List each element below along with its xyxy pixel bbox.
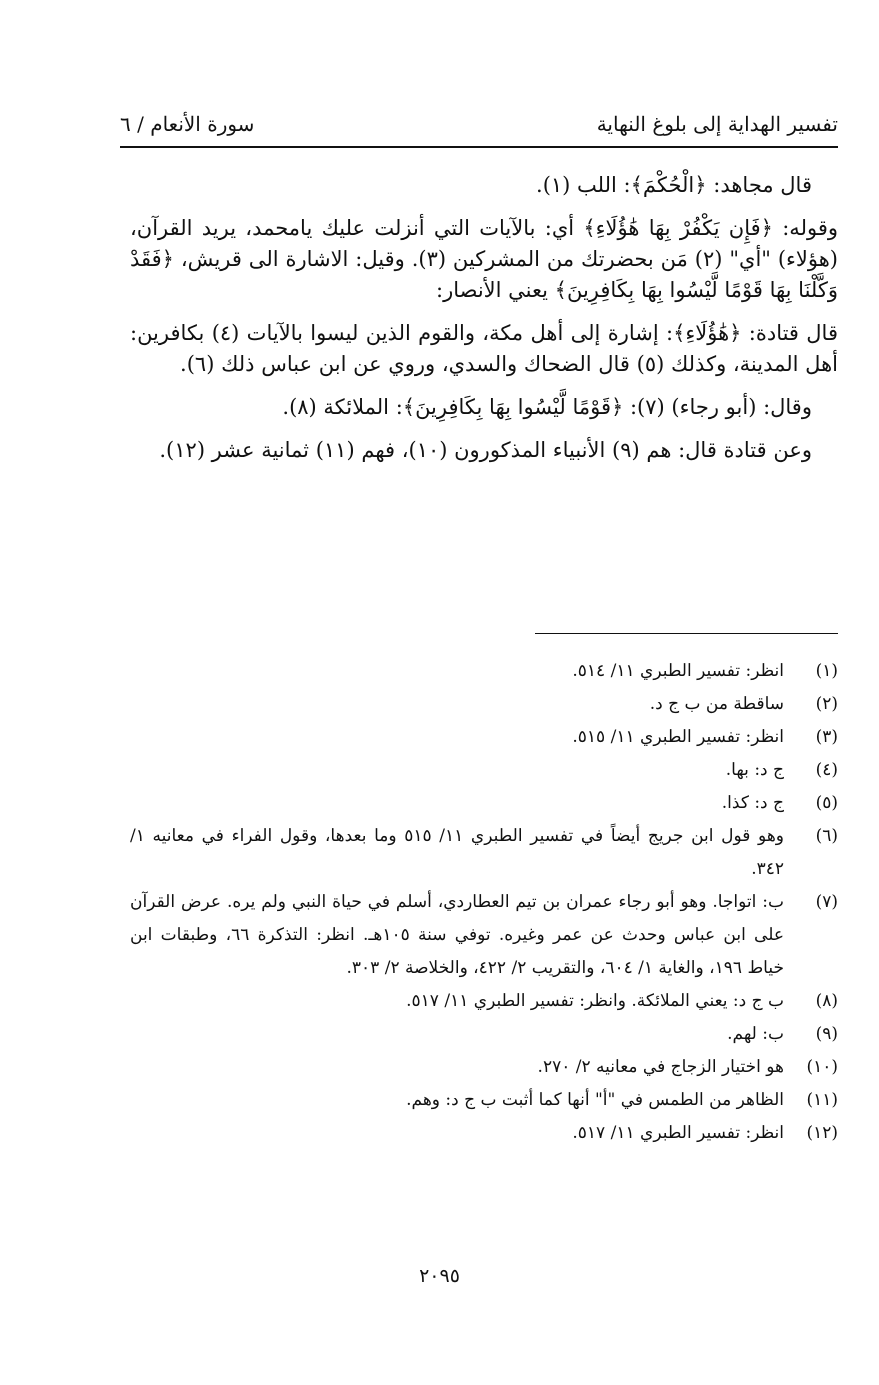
footnote-number: (٦): [815, 826, 838, 846]
footnote: [130, 1018, 838, 1051]
footnote-text: ساقطة من ب ج د.: [649, 694, 784, 714]
footnote-text: هو اختيار الزجاج في معانيه ٢/ ٢٧٠.: [537, 1057, 784, 1077]
footnote-text: انظر: تفسير الطبري ١١/ ٥١٥.: [572, 727, 784, 747]
paragraph: قال قتادة: ﴿هَٰؤُلَاءِ﴾: إشارة إلى أهل مكة، والقوم الذين ليسوا بالآيات (٤) بكافرين: أهل المدينة، وكذلك (٥) قال الضحاك والسدي، وروي عن ابن عباس ذلك (٦).: [130, 321, 838, 376]
main-text: [130, 170, 838, 478]
surah-title: سورة الأنعام / ٦: [120, 112, 255, 136]
footnote-number: (٩): [815, 1024, 838, 1044]
footnote: [130, 886, 838, 985]
footnote: [130, 1051, 838, 1084]
footnote-number: (١): [815, 661, 838, 681]
footnote-number: (٧): [815, 892, 838, 912]
footnote: [130, 1084, 838, 1117]
paragraph: وعن قتادة قال: هم (٩) الأنبياء المذكورون (١٠)، فهم (١١) ثمانية عشر (١٢).: [159, 438, 812, 462]
footnote-number: (٢): [815, 694, 838, 714]
book-title: تفسير الهداية إلى بلوغ النهاية: [596, 112, 838, 136]
footnote: [130, 985, 838, 1018]
footnote-text: ج د: بها.: [725, 760, 784, 780]
footnote-number: (١٢): [806, 1123, 838, 1143]
page-number: ٢٠٩٥: [419, 1265, 460, 1287]
footnote-number: (٤): [815, 760, 838, 780]
footnote-text: انظر: تفسير الطبري ١١/ ٥١٤.: [572, 661, 784, 681]
footnotes: [130, 655, 838, 1150]
footnote-text: ب: لهم.: [727, 1024, 784, 1044]
footnote-text: ب: اتواجا. وهو أبو رجاء عمران بن تيم العطاردي، أسلم في حياة النبي ولم يره. عرض القرآن على ابن عباس وحدث عن عمر وغيره. توفي سنة ١٠٥هـ. انظر: التذكرة ٦٦، وطبقات ابن خياط ١٩٦، والغاية ١/ ٦٠٤، والتقريب ٢/ ٤٢٢، والخلاصة ٢/ ٣٠٣.: [130, 892, 784, 978]
footnote-text: الظاهر من الطمس في "أ" أنها كما أثبت ب ج د: وهم.: [406, 1090, 784, 1110]
footnote-text: ج د: كذا.: [721, 793, 784, 813]
footnote-separator: [535, 633, 838, 634]
paragraph: قال مجاهد: ﴿الْحُكْمَ﴾: اللب (١).: [536, 173, 812, 197]
footnote: [130, 820, 838, 886]
footnote: [130, 1117, 838, 1150]
footnote: [130, 655, 838, 688]
paragraph: وقال: (أبو رجاء) (٧): ﴿قَوْمًا لَّيْسُوا بِهَا بِكَافِرِينَ﴾: الملائكة (٨).: [282, 395, 812, 419]
footnote-text: انظر: تفسير الطبري ١١/ ٥١٧.: [572, 1123, 784, 1143]
footnote-number: (١١): [806, 1090, 838, 1110]
footnote-text: وهو قول ابن جريج أيضاً في تفسير الطبري ١١/ ٥١٥ وما بعدها، وقول الفراء في معانيه ١/ ٣٤٢.: [130, 826, 784, 879]
running-header: [120, 100, 838, 148]
footnote-text: ب ج د: يعني الملائكة. وانظر: تفسير الطبري ١١/ ٥١٧.: [406, 991, 784, 1011]
paragraph: وقوله: ﴿فَإِن يَكْفُرْ بِهَا هَٰؤُلَاءِ﴾ أي: بالآيات التي أنزلت عليك يامحمد، يريد القرآن، (هؤلاء) "أي" (٢) مَن بحضرتك من المشركين (٣). وقيل: الاشارة الى قريش، ﴿فَقَدْ وَكَّلْنَا بِهَا قَوْمًا لَّيْسُوا بِهَا بِكَافِرِينَ﴾ يعني الأنصار:: [130, 216, 838, 302]
footnote-number: (٨): [815, 991, 838, 1011]
footnote: [130, 721, 838, 754]
footnote-number: (٥): [815, 793, 838, 813]
footnote-number: (٣): [815, 727, 838, 747]
footnote: [130, 754, 838, 787]
footnote: [130, 787, 838, 820]
footnote-number: (١٠): [806, 1057, 838, 1077]
footnote: [130, 688, 838, 721]
